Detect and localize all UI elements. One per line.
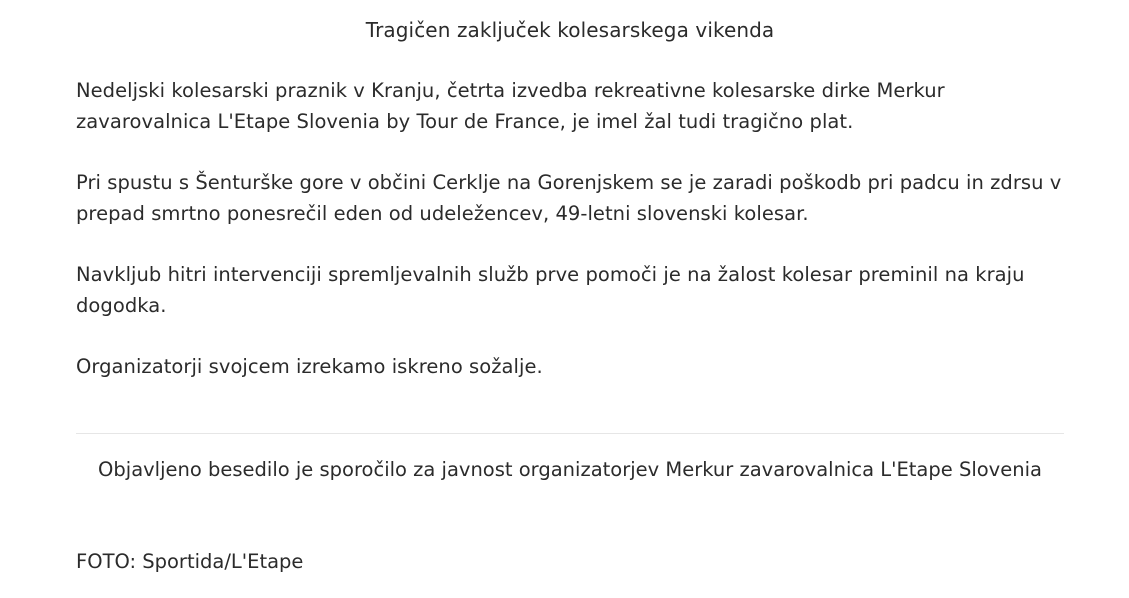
press-release-note: Objavljeno besedilo je sporočilo za javnost organizatorjev Merkur zavarovalnica L'Etape Slovenia — [98, 458, 1042, 481]
article-paragraph: Pri spustu s Šenturške gore v občini Cerklje na Gorenjskem se je zaradi poškodb pri padcu in zdrsu v prepad smrtno ponesrečil eden od udeležencev, 49-letni slovenski kolesar. — [76, 171, 1062, 225]
article-paragraph: Organizatorji svojcem izrekamo iskreno sožalje. — [76, 355, 543, 378]
article-paragraph: Nedeljski kolesarski praznik v Kranju, četrta izvedba rekreativne kolesarske dirke Merkur zavarovalnica L'Etape Slovenia by Tour de France, je imel žal tudi tragično plat. — [76, 79, 945, 133]
photo-credit: FOTO: Sportida/L'Etape — [76, 550, 304, 573]
article-title: Tragičen zaključek kolesarskega vikenda — [365, 18, 775, 42]
article-paragraph: Navkljub hitri intervenciji spremljevalnih služb prve pomoči je na žalost kolesar preminil na kraju dogodka. — [76, 263, 1025, 317]
divider — [76, 433, 1064, 434]
